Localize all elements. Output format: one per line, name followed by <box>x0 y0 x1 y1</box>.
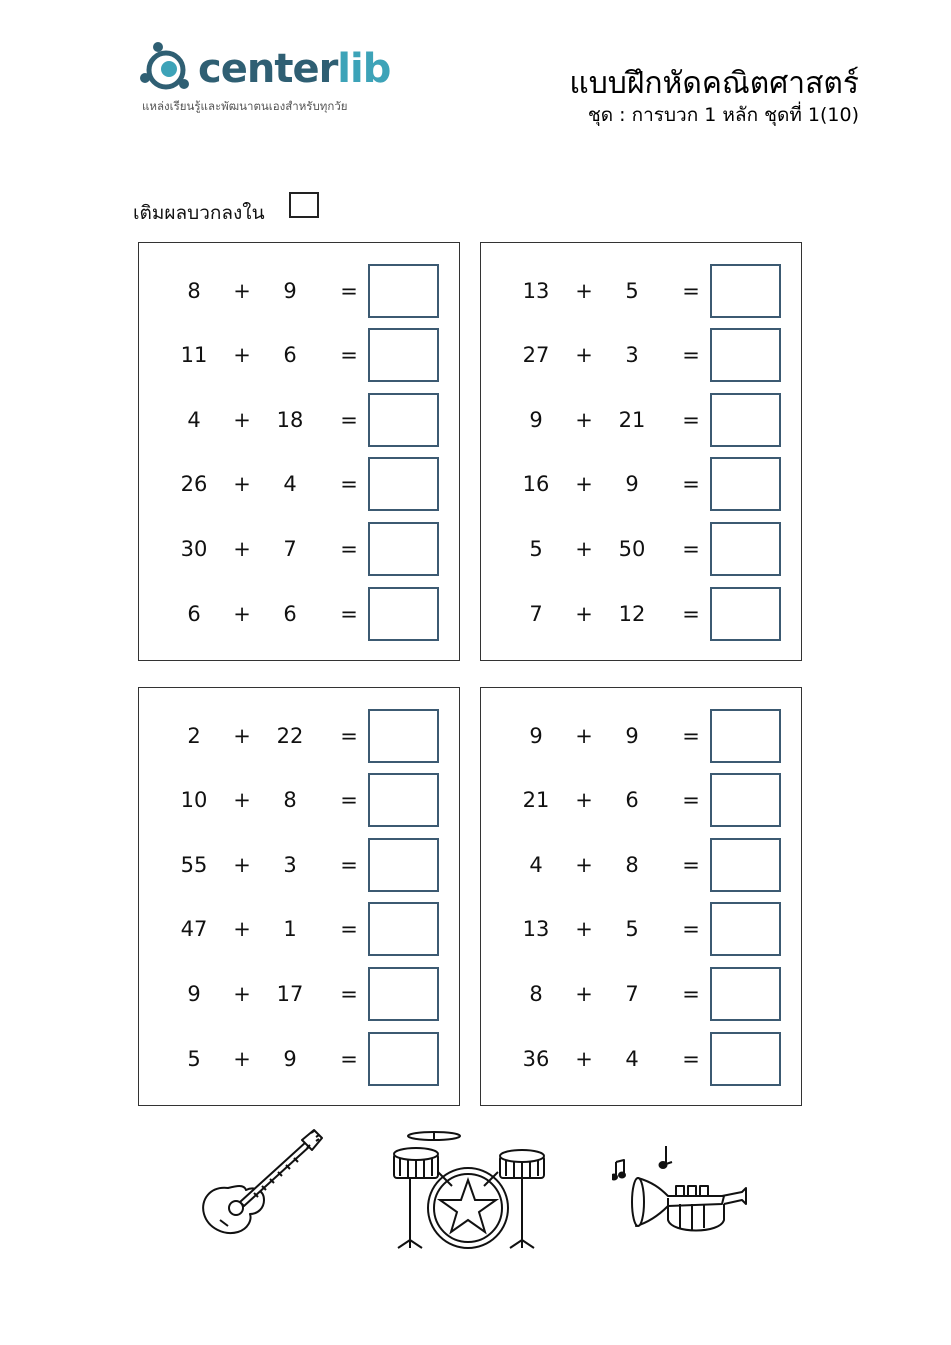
equals-sign: = <box>682 472 700 496</box>
plus-sign: + <box>575 724 593 748</box>
instruction-example-box <box>289 192 319 218</box>
equals-sign: = <box>340 788 358 812</box>
equals-sign: = <box>340 343 358 367</box>
problem-row <box>481 522 801 576</box>
second-addend: 9 <box>625 472 639 496</box>
first-addend: 5 <box>529 537 543 561</box>
first-addend: 8 <box>187 279 201 303</box>
equals-sign: = <box>340 279 358 303</box>
plus-sign: + <box>575 602 593 626</box>
equals-sign: = <box>340 1047 358 1071</box>
problem-row <box>481 457 801 511</box>
second-addend: 17 <box>276 982 304 1006</box>
problem-row <box>139 328 459 382</box>
plus-sign: + <box>233 408 251 432</box>
second-addend: 6 <box>283 343 297 367</box>
answer-box[interactable] <box>368 393 439 447</box>
answer-box[interactable] <box>710 522 781 576</box>
first-addend: 26 <box>180 472 208 496</box>
second-addend: 22 <box>276 724 304 748</box>
answer-box[interactable] <box>710 587 781 641</box>
answer-box[interactable] <box>368 522 439 576</box>
first-addend: 4 <box>187 408 201 432</box>
second-addend: 6 <box>625 788 639 812</box>
problem-row <box>481 709 801 763</box>
answer-box[interactable] <box>710 709 781 763</box>
equals-sign: = <box>682 788 700 812</box>
plus-sign: + <box>233 917 251 941</box>
first-addend: 21 <box>522 788 550 812</box>
answer-box[interactable] <box>710 838 781 892</box>
problem-row <box>139 522 459 576</box>
first-addend: 36 <box>522 1047 550 1071</box>
problem-row <box>481 587 801 641</box>
answer-box[interactable] <box>368 709 439 763</box>
instruction-text: เติมผลบวกลงใน <box>133 202 265 224</box>
problem-row <box>139 1032 459 1086</box>
equals-sign: = <box>682 982 700 1006</box>
second-addend: 1 <box>283 917 297 941</box>
second-addend: 12 <box>618 602 646 626</box>
problem-panel-2 <box>480 242 802 661</box>
equals-sign: = <box>682 1047 700 1071</box>
plus-sign: + <box>233 602 251 626</box>
problem-row <box>481 902 801 956</box>
answer-box[interactable] <box>368 264 439 318</box>
plus-sign: + <box>575 537 593 561</box>
problem-row <box>481 1032 801 1086</box>
answer-box[interactable] <box>368 902 439 956</box>
plus-sign: + <box>233 853 251 877</box>
first-addend: 9 <box>187 982 201 1006</box>
second-addend: 8 <box>283 788 297 812</box>
plus-sign: + <box>575 408 593 432</box>
problem-row <box>139 457 459 511</box>
equals-sign: = <box>682 279 700 303</box>
problem-row <box>139 902 459 956</box>
second-addend: 7 <box>283 537 297 561</box>
trumpet-icon <box>612 1142 752 1242</box>
plus-sign: + <box>575 343 593 367</box>
second-addend: 4 <box>625 1047 639 1071</box>
plus-sign: + <box>233 343 251 367</box>
second-addend: 50 <box>618 537 646 561</box>
worksheet-title: แบบฝึกหัดคณิตศาสตร์ <box>569 66 859 101</box>
plus-sign: + <box>233 472 251 496</box>
equals-sign: = <box>340 853 358 877</box>
first-addend: 11 <box>180 343 208 367</box>
answer-box[interactable] <box>710 902 781 956</box>
answer-box[interactable] <box>368 1032 439 1086</box>
logo-tagline: แหล่งเรียนรู้และพัฒนาตนเองสำหรับทุกวัย <box>142 99 348 113</box>
plus-sign: + <box>233 788 251 812</box>
answer-box[interactable] <box>368 967 439 1021</box>
plus-sign: + <box>233 279 251 303</box>
plus-sign: + <box>233 724 251 748</box>
answer-box[interactable] <box>368 838 439 892</box>
centerlib-logo <box>138 40 398 120</box>
equals-sign: = <box>682 537 700 561</box>
plus-sign: + <box>575 472 593 496</box>
plus-sign: + <box>233 1047 251 1071</box>
plus-sign: + <box>575 788 593 812</box>
equals-sign: = <box>340 408 358 432</box>
first-addend: 4 <box>529 853 543 877</box>
second-addend: 18 <box>276 408 304 432</box>
equals-sign: = <box>340 602 358 626</box>
second-addend: 9 <box>283 1047 297 1071</box>
second-addend: 8 <box>625 853 639 877</box>
equals-sign: = <box>340 982 358 1006</box>
equals-sign: = <box>340 472 358 496</box>
second-addend: 3 <box>283 853 297 877</box>
problem-row <box>481 967 801 1021</box>
answer-box[interactable] <box>368 328 439 382</box>
guitar-icon <box>198 1128 324 1240</box>
equals-sign: = <box>340 724 358 748</box>
problem-row <box>481 838 801 892</box>
first-addend: 6 <box>187 602 201 626</box>
equals-sign: = <box>682 917 700 941</box>
equals-sign: = <box>682 408 700 432</box>
problem-row <box>139 393 459 447</box>
equals-sign: = <box>340 917 358 941</box>
second-addend: 6 <box>283 602 297 626</box>
logo-brand-lib: lib <box>337 46 391 92</box>
equals-sign: = <box>340 537 358 561</box>
problem-row <box>481 393 801 447</box>
answer-box[interactable] <box>368 773 439 827</box>
problem-row <box>481 773 801 827</box>
second-addend: 3 <box>625 343 639 367</box>
answer-box[interactable] <box>368 587 439 641</box>
second-addend: 5 <box>625 917 639 941</box>
equals-sign: = <box>682 853 700 877</box>
answer-box[interactable] <box>710 264 781 318</box>
problem-panel-3 <box>138 687 460 1106</box>
first-addend: 2 <box>187 724 201 748</box>
equals-sign: = <box>682 343 700 367</box>
first-addend: 8 <box>529 982 543 1006</box>
plus-sign: + <box>575 279 593 303</box>
drum-kit-icon <box>388 1128 548 1252</box>
plus-sign: + <box>233 982 251 1006</box>
equals-sign: = <box>682 724 700 748</box>
problem-row <box>139 967 459 1021</box>
first-addend: 10 <box>180 788 208 812</box>
first-addend: 9 <box>529 724 543 748</box>
plus-sign: + <box>575 982 593 1006</box>
answer-box[interactable] <box>710 393 781 447</box>
second-addend: 21 <box>618 408 646 432</box>
logo-brand-center: center <box>198 46 338 92</box>
problem-panel-4 <box>480 687 802 1106</box>
first-addend: 55 <box>180 853 208 877</box>
worksheet-subtitle: ชุด : การบวก 1 หลัก ชุดที่ 1(10) <box>587 104 859 126</box>
second-addend: 7 <box>625 982 639 1006</box>
answer-box[interactable] <box>710 773 781 827</box>
first-addend: 5 <box>187 1047 201 1071</box>
second-addend: 4 <box>283 472 297 496</box>
second-addend: 9 <box>625 724 639 748</box>
first-addend: 13 <box>522 279 550 303</box>
first-addend: 30 <box>180 537 208 561</box>
plus-sign: + <box>575 1047 593 1071</box>
problem-panel-1 <box>138 242 460 661</box>
first-addend: 47 <box>180 917 208 941</box>
answer-box[interactable] <box>368 457 439 511</box>
equals-sign: = <box>682 602 700 626</box>
problem-row <box>139 264 459 318</box>
problem-row <box>139 838 459 892</box>
first-addend: 7 <box>529 602 543 626</box>
second-addend: 5 <box>625 279 639 303</box>
problem-row <box>139 773 459 827</box>
logo-mark-icon <box>138 40 198 96</box>
first-addend: 16 <box>522 472 550 496</box>
first-addend: 9 <box>529 408 543 432</box>
answer-box[interactable] <box>710 328 781 382</box>
answer-box[interactable] <box>710 457 781 511</box>
logo-wordmark <box>198 46 390 92</box>
answer-box[interactable] <box>710 1032 781 1086</box>
first-addend: 13 <box>522 917 550 941</box>
second-addend: 9 <box>283 279 297 303</box>
answer-box[interactable] <box>710 967 781 1021</box>
first-addend: 27 <box>522 343 550 367</box>
problem-row <box>139 709 459 763</box>
plus-sign: + <box>575 917 593 941</box>
problem-row <box>481 328 801 382</box>
plus-sign: + <box>233 537 251 561</box>
plus-sign: + <box>575 853 593 877</box>
problem-row <box>139 587 459 641</box>
problem-row <box>481 264 801 318</box>
